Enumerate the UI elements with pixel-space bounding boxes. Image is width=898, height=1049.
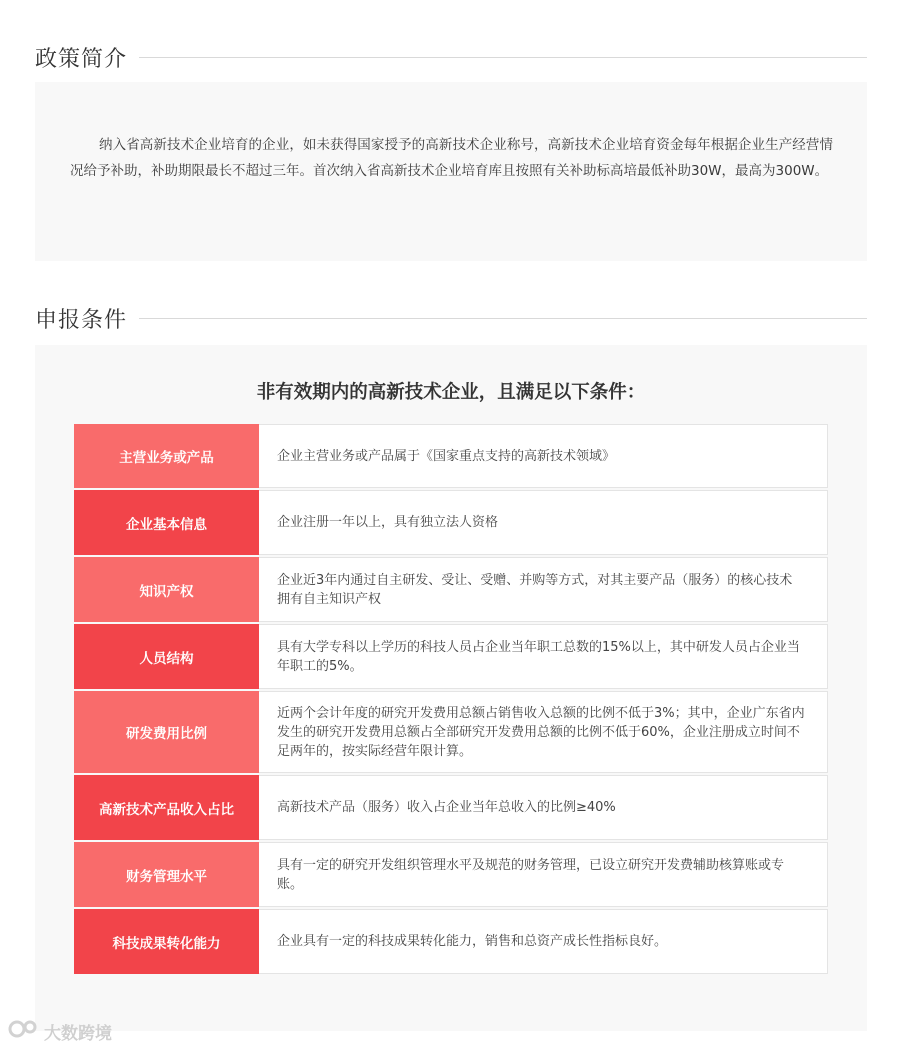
condition-description: 具有一定的研究开发组织管理水平及规范的财务管理，已设立研究开发费辅助核算账或专账。 (259, 842, 828, 907)
conditions-section-header (35, 303, 867, 333)
watermark (8, 1018, 112, 1044)
condition-row (74, 490, 828, 555)
condition-label: 财务管理水平 (74, 842, 259, 907)
policy-intro-text: 纳入省高新技术企业培育的企业，如未获得国家授予的高新技术企业称号，高新技术企业培育资金每年根据企业生产经营情况给予补助，补助期限最长不超过三年。首次纳入省高新技术企业培育库且按照有关补助标高培最低补助30W，最高为300W。 (70, 137, 833, 179)
condition-label: 知识产权 (74, 557, 259, 622)
condition-description: 近两个会计年度的研究开发费用总额占销售收入总额的比例不低于3%；其中，企业广东省内发生的研究开发费用总额占全部研究开发费用总额的比例不低于60%，企业注册成立时间不足两年的，按实际经营年限计算。 (259, 691, 828, 773)
condition-row (74, 909, 828, 974)
condition-label: 科技成果转化能力 (74, 909, 259, 974)
conditions-heading: 非有效期内的高新技术企业，且满足以下条件： (256, 382, 646, 403)
condition-row (74, 557, 828, 622)
condition-description: 高新技术产品（服务）收入占企业当年总收入的比例≥40% (259, 775, 828, 840)
logo-icon (8, 1018, 40, 1045)
condition-label: 研发费用比例 (74, 691, 259, 773)
policy-section-title: 政策简介 (35, 46, 128, 72)
conditions-section-title: 申报条件 (35, 307, 128, 333)
conditions-panel (35, 345, 867, 1031)
policy-intro-panel (35, 82, 867, 261)
condition-description: 企业具有一定的科技成果转化能力，销售和总资产成长性指标良好。 (259, 909, 828, 974)
condition-label: 主营业务或产品 (74, 424, 259, 488)
condition-label: 高新技术产品收入占比 (74, 775, 259, 840)
condition-row (74, 691, 828, 773)
condition-row (74, 424, 828, 488)
condition-row (74, 624, 828, 689)
condition-description: 具有大学专科以上学历的科技人员占企业当年职工总数的15%以上，其中研发人员占企业当年职工的5%。 (259, 624, 828, 689)
condition-label: 企业基本信息 (74, 490, 259, 555)
conditions-table (74, 424, 828, 976)
condition-description: 企业主营业务或产品属于《国家重点支持的高新技术领域》 (259, 424, 828, 488)
condition-description: 企业近3年内通过自主研发、受让、受赠、并购等方式，对其主要产品（服务）的核心技术拥有自主知识产权 (259, 557, 828, 622)
policy-section-header (35, 42, 867, 72)
watermark-text: 大数跨境 (44, 1023, 112, 1044)
condition-row (74, 842, 828, 907)
section-divider (139, 318, 867, 319)
condition-row (74, 775, 828, 840)
condition-label: 人员结构 (74, 624, 259, 689)
section-divider (139, 57, 867, 58)
condition-description: 企业注册一年以上，具有独立法人资格 (259, 490, 828, 555)
